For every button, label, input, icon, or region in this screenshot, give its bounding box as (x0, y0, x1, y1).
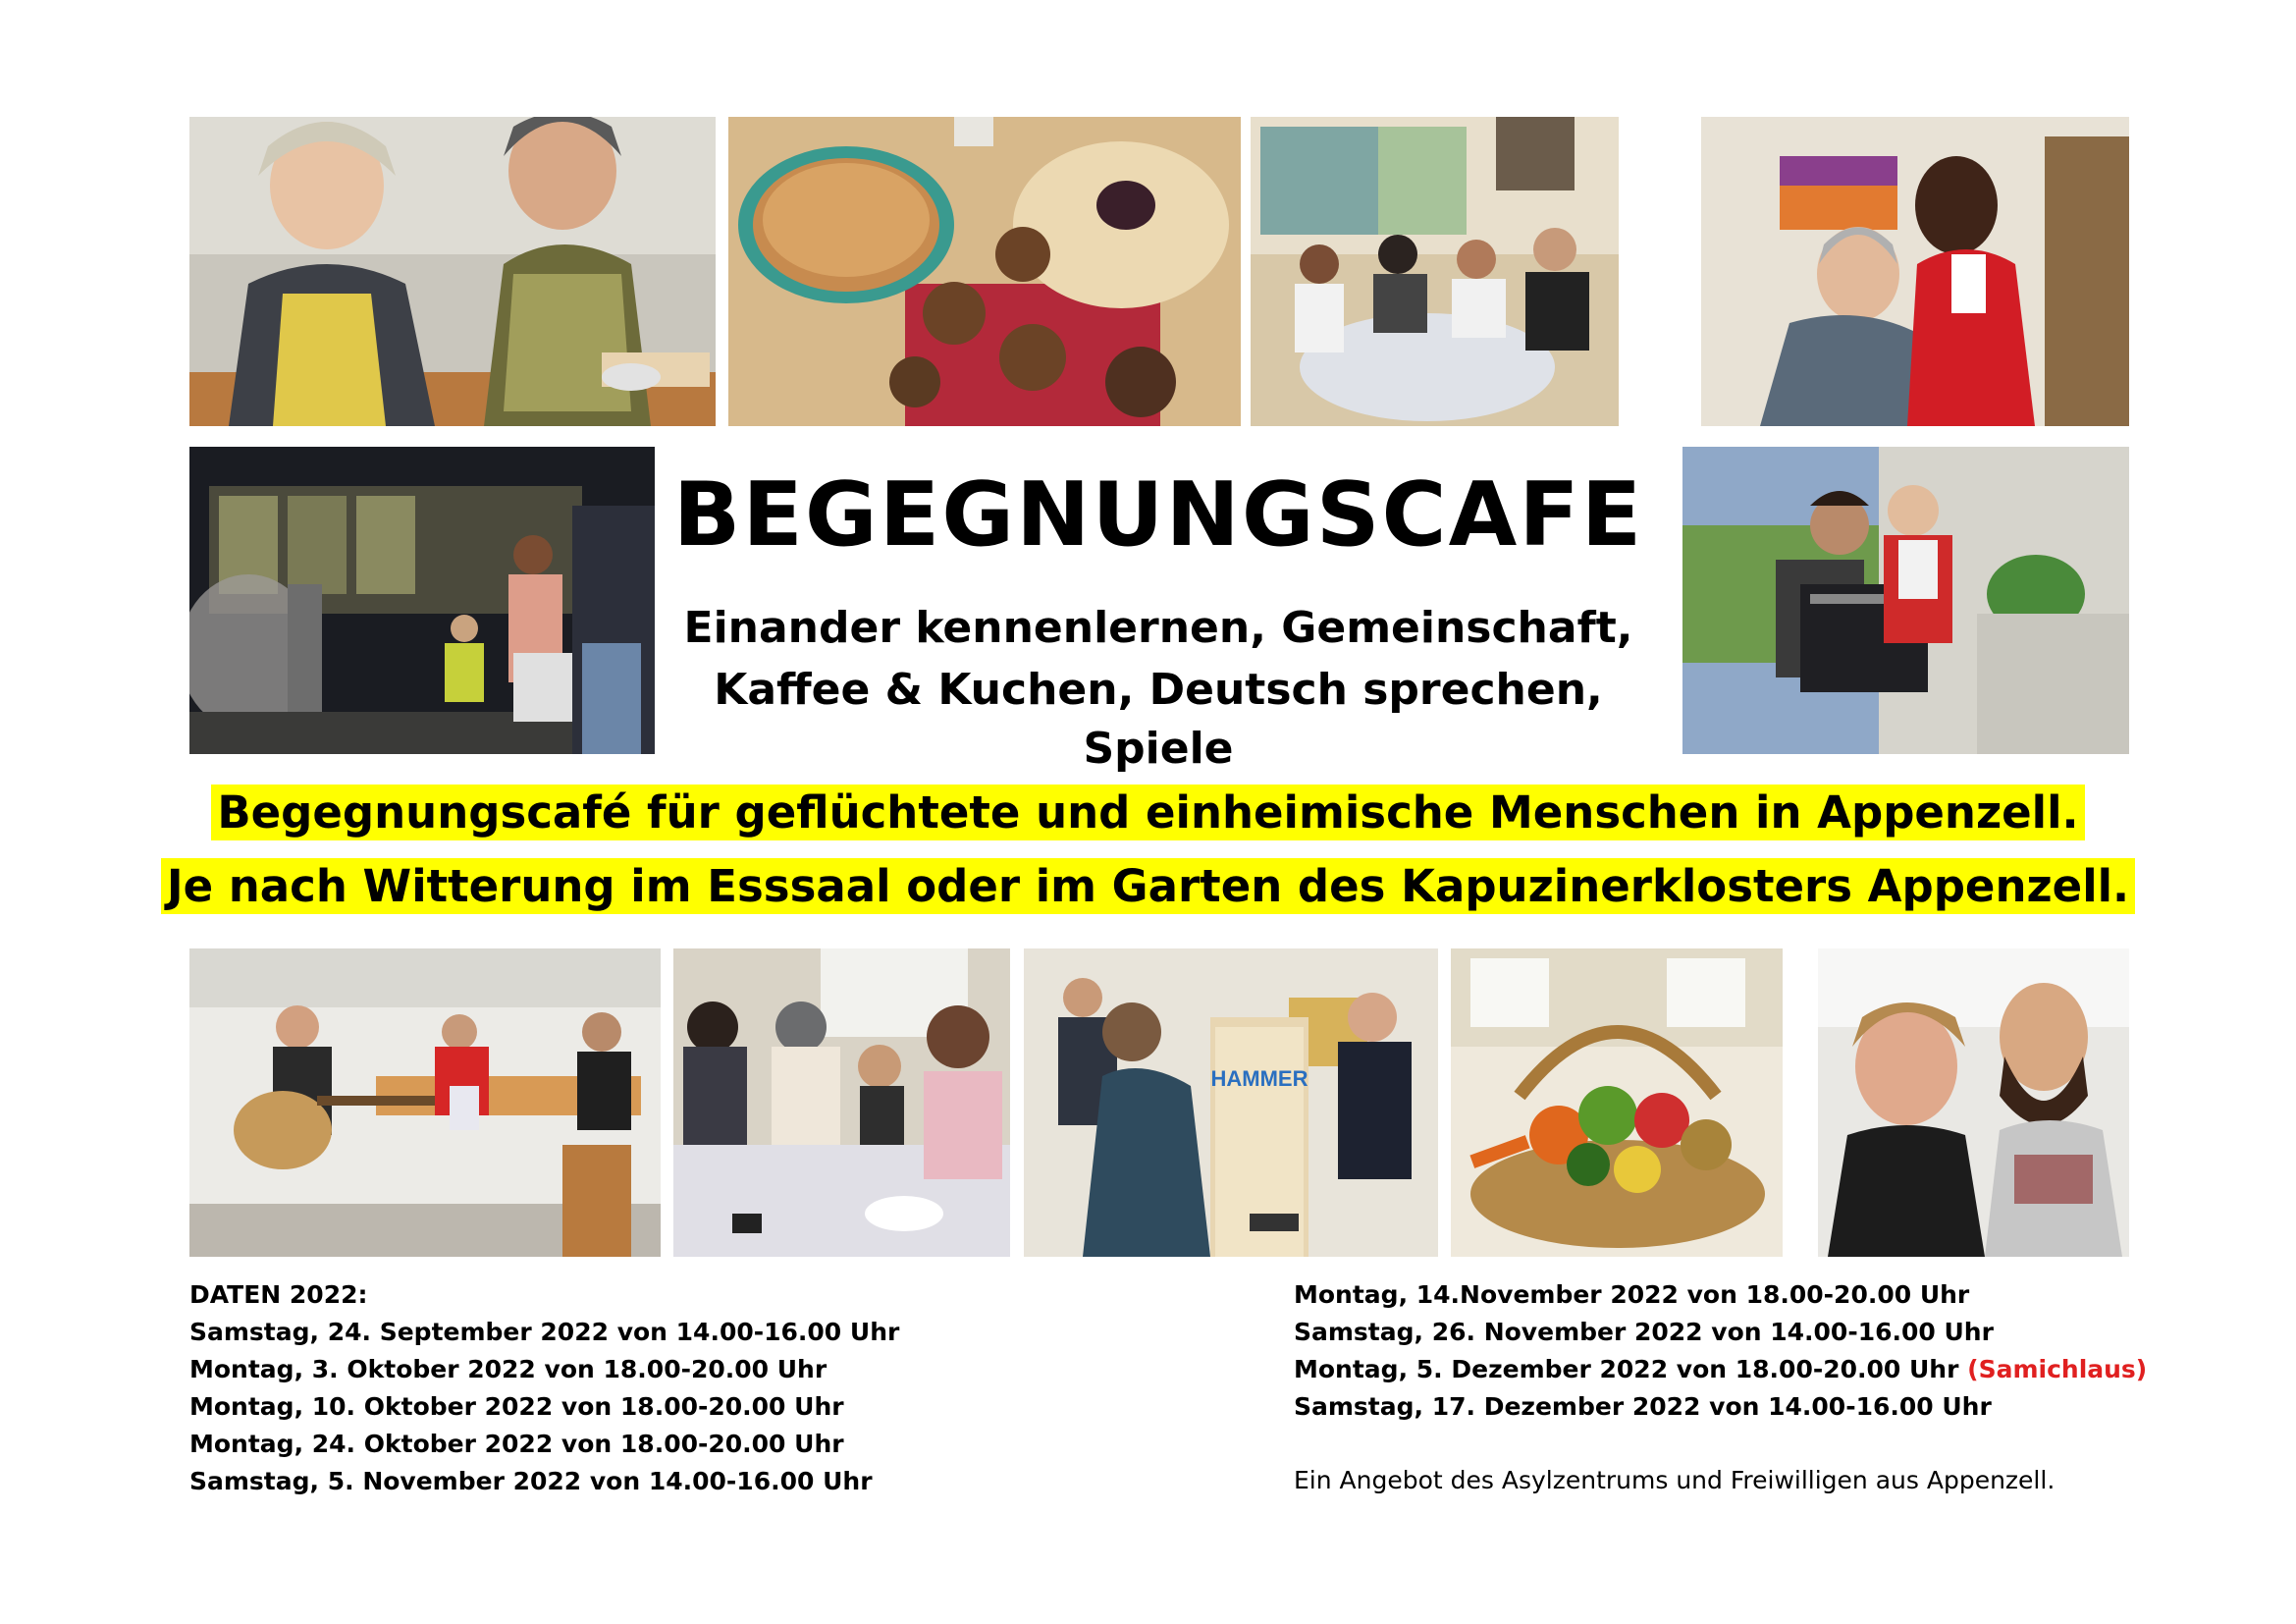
photo-guitar-player (189, 948, 661, 1257)
highlight-line-2-wrap (0, 856, 2296, 917)
photo-accordion-player (1682, 447, 2129, 754)
subtitle-line-2: Kaffee & Kuchen, Deutsch sprechen, Spiele (714, 665, 1603, 774)
dates-left-column (189, 1276, 899, 1500)
date-item-samichlaus (1294, 1351, 2147, 1388)
photo-two-women-dancing (1701, 117, 2129, 426)
date-item: Montag, 24. Oktober 2022 von 18.00-20.00 Uhr (189, 1430, 844, 1458)
samichlaus-note: (Samichlaus) (1967, 1355, 2148, 1383)
page-title: BEGEGNUNGSCAFE (672, 463, 1644, 567)
photo-cakes-table (728, 117, 1241, 426)
date-item: Montag, 3. Oktober 2022 von 18.00-20.00 Uhr (189, 1355, 828, 1383)
date-item: Montag, 14.November 2022 von 18.00-20.00 Uhr (1294, 1280, 1970, 1309)
highlight-line-1-wrap (0, 783, 2296, 843)
date-item-text: Montag, 5. Dezember 2022 von 18.00-20.00 Uhr (1294, 1355, 1959, 1383)
footer-note: Ein Angebot des Asylzentrums und Freiwilligen aus Appenzell. (1294, 1466, 2056, 1494)
date-item: Samstag, 24. September 2022 von 14.00-16.00 Uhr (189, 1318, 900, 1346)
dates-right-column (1294, 1276, 2147, 1426)
subtitle-line-1: Einander kennenlernen, Gemeinschaft, (683, 603, 1633, 653)
photo-two-people-smiling (1818, 948, 2129, 1257)
photo-group-round-table (1251, 117, 1619, 426)
photo-women-at-table (673, 948, 1010, 1257)
highlight-line-1: Begegnungscafé für geflüchtete und einheimische Menschen in Appenzell. (211, 785, 2084, 840)
date-item: Samstag, 26. November 2022 von 14.00-16.00 Uhr (1294, 1318, 1994, 1346)
photo-women-laughing (189, 117, 716, 426)
date-item: Montag, 10. Oktober 2022 von 18.00-20.00 Uhr (189, 1392, 844, 1421)
photo-harvest-basket (1451, 948, 1783, 1257)
highlight-line-2: Je nach Witterung im Esssaal oder im Garten des Kapuzinerklosters Appenzell. (161, 858, 2135, 914)
dates-heading: DATEN 2022: (189, 1280, 368, 1309)
date-item: Samstag, 5. November 2022 von 14.00-16.00 Uhr (189, 1467, 873, 1495)
photo-hammer-game (1024, 948, 1438, 1257)
hammer-sign-text: HAMMER (1210, 1066, 1308, 1091)
date-item: Samstag, 17. Dezember 2022 von 14.00-16.00 Uhr (1294, 1392, 1992, 1421)
photo-night-group (189, 447, 655, 754)
